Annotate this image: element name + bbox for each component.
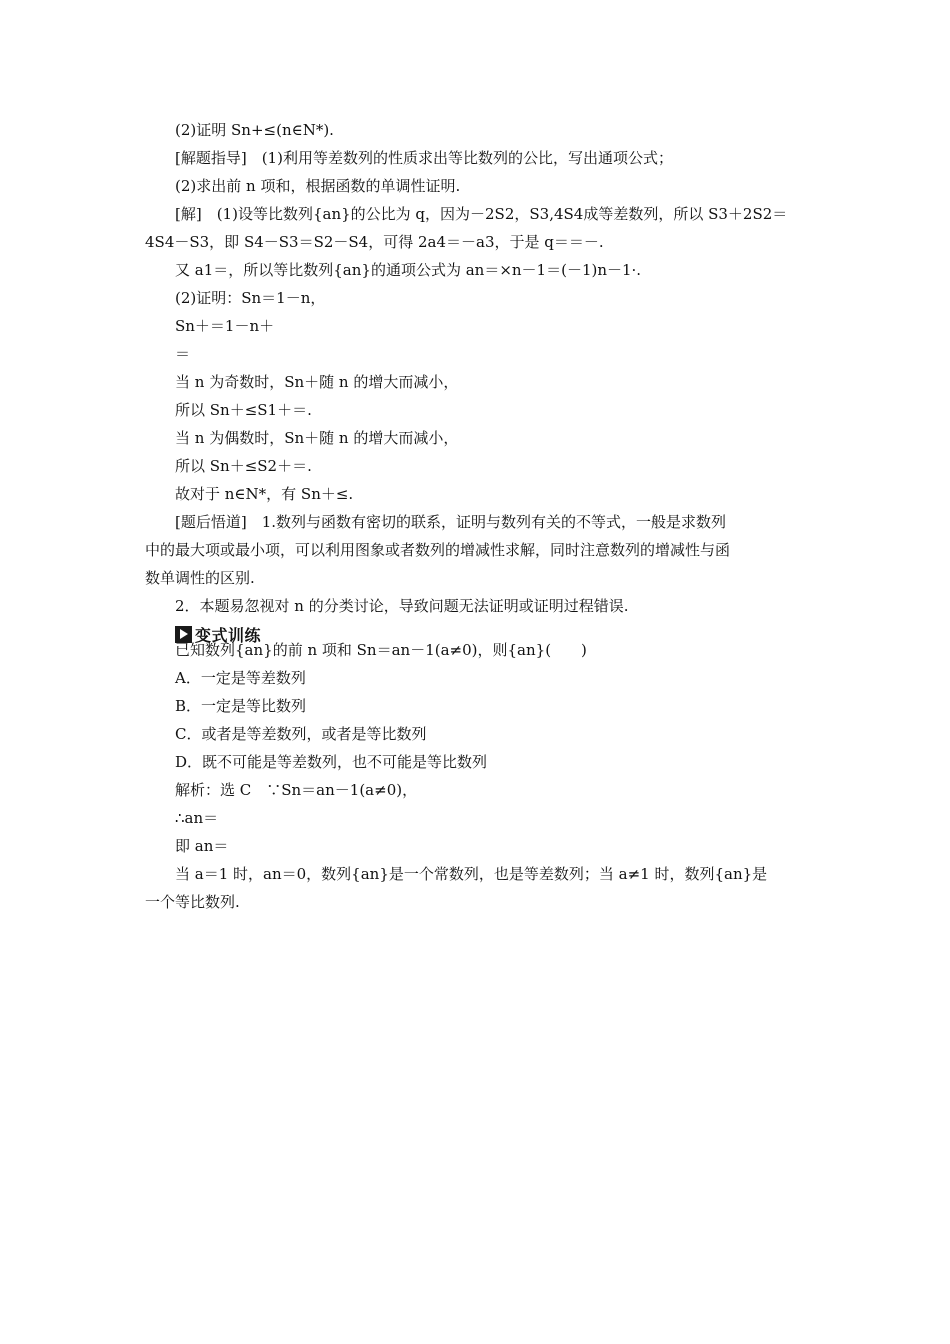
option-d: D．既不可能是等差数列，也不可能是等比数列 <box>175 753 488 771</box>
question-stem: 已知数列{an}的前 n 项和 Sn＝an－1(a≠0)，则{an}( ) <box>175 641 587 659</box>
section-heading-label: 变式训练 <box>195 625 262 645</box>
text-line: [解题指导] (1)利用等差数列的性质求出等比数列的公比，写出通项公式； <box>175 149 673 167</box>
option-b: B．一定是等比数列 <box>175 697 307 715</box>
text-line: [题后悟道] 1.数列与函数有密切的联系，证明与数列有关的不等式，一般是求数列 <box>175 513 727 531</box>
text-line: 又 a1＝，所以等比数列{an}的通项公式为 an＝×n－1＝(－1)n－1·. <box>175 261 642 279</box>
text-line: (2)证明：Sn＝1－n， <box>175 289 326 307</box>
text-line: 4S4－S3，即 S4－S3＝S2－S4，可得 2a4＝－a3，于是 q＝＝－. <box>145 233 604 251</box>
text-line: Sn＋＝1－n＋ <box>175 317 275 335</box>
text-line: (2)求出前 n 项和，根据函数的单调性证明. <box>175 177 461 195</box>
option-a: A．一定是等差数列 <box>175 669 306 687</box>
text-line: 数单调性的区别. <box>145 569 255 587</box>
text-line: [解] (1)设等比数列{an}的公比为 q，因为－2S2，S3,4S4成等差数列，所以 S3＋2S2＝ <box>175 205 788 223</box>
text-line: ＝ <box>175 345 191 363</box>
text-line: 所以 Sn＋≤S1＋＝. <box>175 401 312 419</box>
text-line: 中的最大项或最小项，可以利用图象或者数列的增减性求解，同时注意数列的增减性与函 <box>145 541 731 559</box>
text-line: 当 n 为奇数时，Sn＋随 n 的增大而减小， <box>175 373 459 391</box>
solution-line: 一个等比数列. <box>145 893 240 911</box>
option-c: C．或者是等差数列，或者是等比数列 <box>175 725 427 743</box>
solution-line: 当 a＝1 时，an＝0，数列{an}是一个常数列，也是等差数列；当 a≠1 时，数列{an}是 <box>175 865 768 883</box>
text-line: 故对于 n∈N*，有 Sn＋≤. <box>175 485 354 503</box>
text-line: 当 n 为偶数时，Sn＋随 n 的增大而减小， <box>175 429 459 447</box>
solution-line: 即 an＝ <box>175 837 229 855</box>
text-line: 2．本题易忽视对 n 的分类讨论，导致问题无法证明或证明过程错误. <box>175 597 629 615</box>
solution-line: ∴an＝ <box>175 809 219 827</box>
text-line: (2)证明 Sn+≤(n∈N*). <box>175 121 334 139</box>
text-line: 所以 Sn＋≤S2＋＝. <box>175 457 312 475</box>
solution-line: 解析：选 C ∵Sn＝an－1(a≠0)， <box>175 781 418 799</box>
